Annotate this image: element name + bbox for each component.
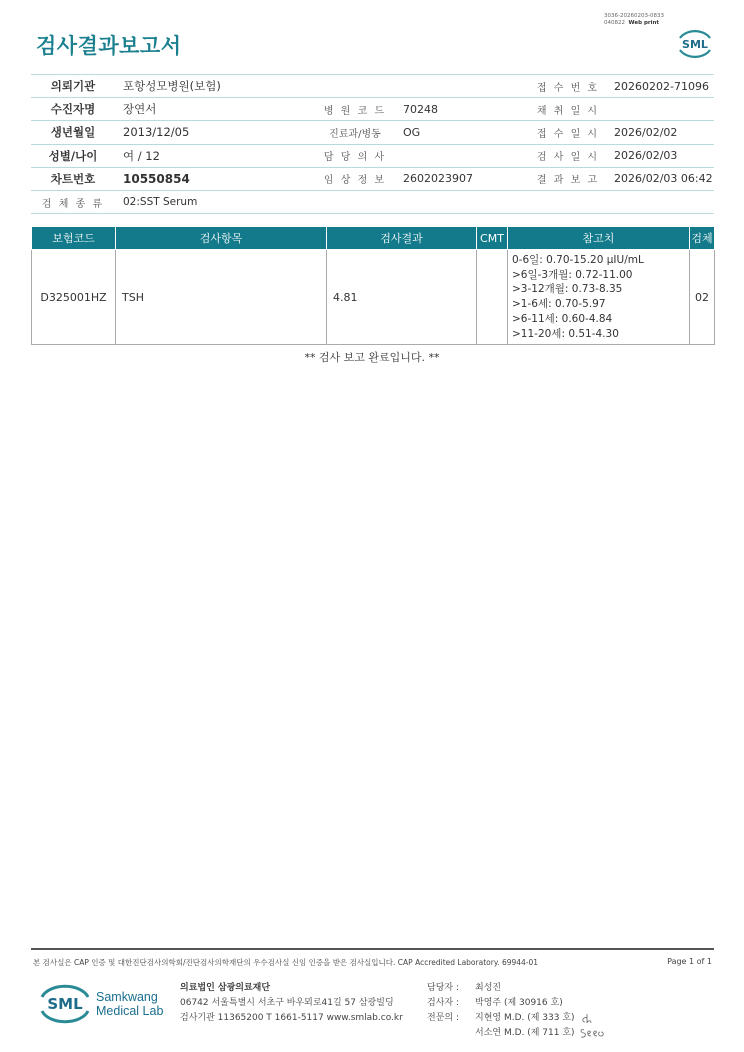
specimen-value: 02:SST Serum: [115, 190, 714, 213]
footer-divider: [31, 948, 714, 950]
brand-line: Medical Lab: [96, 1004, 164, 1018]
staff-role: 검사자 :: [427, 998, 459, 1008]
contact: 검사기관 11365200 T 1661-5117 www.smlab.co.kr: [180, 1013, 403, 1023]
staff-row: [427, 1011, 575, 1026]
column-header: CMT: [477, 227, 508, 250]
info-label: 임 상 정 보: [315, 167, 395, 190]
staff-name: 최성진: [475, 983, 502, 993]
web-print-id: 3036-20260203-0833: [604, 13, 664, 19]
info-label: 접 수 번 호: [530, 75, 606, 98]
staff-row: [427, 996, 575, 1011]
info-row: [31, 75, 714, 98]
staff-role: 담당자 :: [427, 983, 459, 993]
patient-info-table: [31, 74, 714, 214]
reference-line: >1-6세: 0.70-5.97: [512, 298, 606, 311]
info-label: 결 과 보 고: [530, 167, 606, 190]
info-row: [31, 121, 714, 144]
info-label: 검 사 일 시: [530, 144, 606, 167]
staff-row: [427, 1026, 575, 1041]
report-title: 검사결과보고서: [36, 34, 182, 58]
info-value: 여 / 12: [115, 144, 315, 167]
specimen-row: [31, 190, 714, 213]
info-label: 접 수 일 시: [530, 121, 606, 144]
column-header: 검사결과: [327, 227, 477, 250]
info-label: 차트번호: [31, 167, 115, 190]
info-label: 수진자명: [31, 98, 115, 121]
signature-image: [578, 1010, 610, 1044]
info-label: [315, 75, 395, 98]
info-row: [31, 98, 714, 121]
page-number: Page 1 of 1: [667, 957, 712, 966]
cmt-cell: [477, 250, 508, 345]
info-value: 2026/02/03: [606, 144, 714, 167]
column-header: 보험코드: [32, 227, 116, 250]
staff-name: 지현영 M.D. (제 333 호): [475, 1013, 575, 1023]
brand-line: Samkwang: [96, 990, 158, 1004]
info-label: 병 원 코 드: [315, 98, 395, 121]
info-value: 2602023907: [395, 167, 530, 190]
sml-footer-logo: [37, 983, 93, 1029]
info-value: 2026/02/02: [606, 121, 714, 144]
info-value: 10550854: [115, 167, 315, 190]
info-row: [31, 167, 714, 190]
info-value: 장연서: [115, 98, 315, 121]
info-value: [395, 144, 530, 167]
completion-message: ** 검사 보고 완료입니다. **: [304, 351, 440, 364]
info-value: 2026/02/03 06:42: [606, 167, 714, 190]
staff-name: 박영주 (제 30916 호): [475, 998, 563, 1008]
footer-brand: [96, 990, 163, 1018]
info-value: [606, 98, 714, 121]
info-value: 포항성모병원(보험): [115, 75, 315, 98]
reference-line: >11-20세: 0.51-4.30: [512, 327, 619, 340]
staff-role: 전문의 :: [427, 1013, 459, 1023]
info-row: [31, 144, 714, 167]
accreditation-note: 본 검사실은 CAP 인증 및 대한진단검사의학회/진단검사의학재단의 우수검사실 신임 인증을 받은 검사실입니다. CAP Accredited Laboratory. 69944-01: [33, 958, 539, 967]
org-name: 의료법인 삼광의료재단: [180, 983, 271, 993]
info-label: 생년월일: [31, 121, 115, 144]
info-value: 2013/12/05: [115, 121, 315, 144]
web-print-code: 040822: [604, 20, 625, 26]
web-print-stamp: [604, 13, 664, 27]
info-label: 담 당 의 사: [315, 144, 395, 167]
footer-address-block: [180, 981, 403, 1026]
staff-block: [427, 981, 575, 1041]
result-table: [31, 226, 715, 345]
specimen-code: 02: [690, 250, 715, 345]
column-header: 검체: [690, 227, 715, 250]
info-label: 채 취 일 시: [530, 98, 606, 121]
info-value: OG: [395, 121, 530, 144]
column-header: 검사항목: [116, 227, 327, 250]
svg-text:SML: SML: [682, 38, 708, 51]
staff-row: [427, 981, 575, 996]
staff-name: 서소연 M.D. (제 711 호): [475, 1028, 575, 1038]
test-result: 4.81: [327, 250, 477, 345]
info-value: 70248: [395, 98, 530, 121]
svg-text:SML: SML: [47, 995, 83, 1013]
web-print-label: Web print: [628, 20, 660, 26]
info-label: 성별/나이: [31, 144, 115, 167]
reference-range: [508, 250, 690, 345]
staff-role: [427, 1026, 475, 1041]
test-item: TSH: [116, 250, 327, 345]
table-row: [32, 250, 715, 345]
reference-line: >3-12개월: 0.73-8.35: [512, 283, 623, 296]
column-header: 참고치: [508, 227, 690, 250]
sml-logo: [676, 26, 714, 66]
insurance-code: D325001HZ: [32, 250, 116, 345]
result-header-row: [32, 227, 715, 250]
reference-line: 0-6일: 0.70-15.20 μIU/mL: [512, 254, 644, 266]
address: 06742 서울특별시 서초구 바우뫼로41길 57 삼광빌딩: [180, 998, 394, 1008]
reference-line: >6일-3개월: 0.72-11.00: [512, 268, 633, 281]
info-value: [395, 75, 530, 98]
reference-line: >6-11세: 0.60-4.84: [512, 312, 613, 325]
info-value: 20260202-71096: [606, 75, 714, 98]
info-label: 의뢰기관: [31, 75, 115, 98]
specimen-label: 검 체 종 류: [31, 190, 115, 213]
info-label: 진료과/병동: [315, 121, 395, 144]
